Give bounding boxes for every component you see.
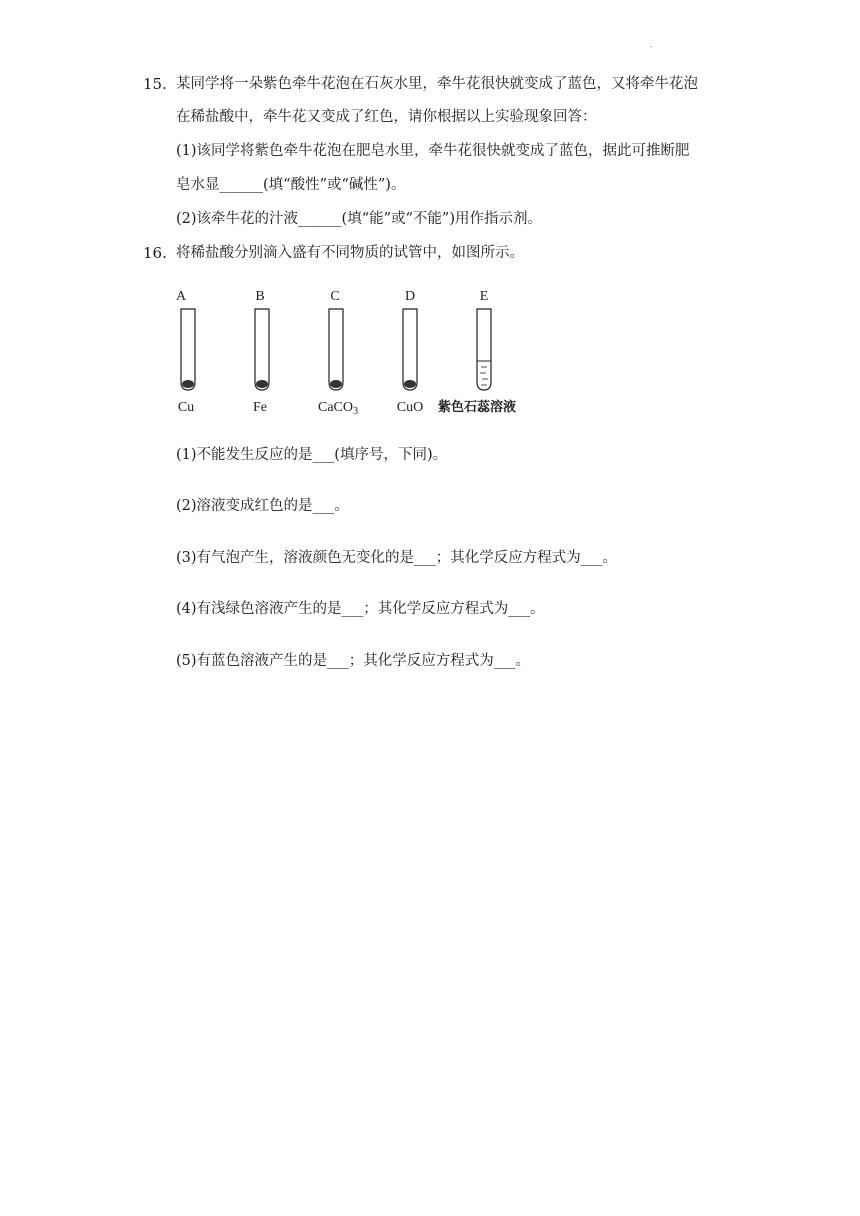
question-15-stem-line-1: 某同学将一朵紫色牵牛花泡在石灰水里，牵牛花很快就变成了蓝色，又将牵牛花泡 xyxy=(176,76,698,92)
test-tube-d xyxy=(403,309,417,390)
substance-label-litmus: 紫色石蕊溶液 xyxy=(438,400,517,415)
question-15-number: 15. xyxy=(143,75,167,93)
substance-label-cu: Cu xyxy=(177,400,195,415)
question-16-part-4: (4)有浅绿色溶液产生的是___；其化学反应方程式为___。 xyxy=(176,601,545,617)
tube-letter-e: E xyxy=(479,289,489,304)
question-16-stem: 将稀盐酸分别滴入盛有不同物质的试管中，如图所示。 xyxy=(176,245,524,261)
test-tube-a xyxy=(181,309,195,390)
solid-sample-a xyxy=(182,380,194,388)
solid-sample-d xyxy=(404,380,416,388)
question-16-number: 16. xyxy=(143,244,167,262)
tube-letter-c: C xyxy=(330,289,340,304)
question-15-part-1-line-1: (1)该同学将紫色牵牛花泡在肥皂水里，牵牛花很快就变成了蓝色，据此可推断肥 xyxy=(176,143,690,159)
liquid-level-e xyxy=(477,361,491,385)
test-tube-b xyxy=(255,309,269,390)
test-tube-e xyxy=(477,309,491,390)
test-tube-c xyxy=(329,309,343,390)
test-tube-figure xyxy=(168,282,548,422)
question-15-part-2: (2)该牵牛花的汁液______(填“能”或“不能”)用作指示剂。 xyxy=(176,211,543,227)
substance-label-cuo: CuO xyxy=(396,400,424,415)
page-marker: . xyxy=(650,40,653,49)
question-15-part-1-line-2: 皂水显______(填“酸性”或“碱性”)。 xyxy=(176,177,406,193)
solid-sample-c xyxy=(330,380,342,388)
question-16-part-3: (3)有气泡产生，溶液颜色无变化的是___；其化学反应方程式为___。 xyxy=(176,550,618,566)
tube-letter-a: A xyxy=(175,289,187,304)
tube-letter-d: D xyxy=(404,289,416,304)
solid-sample-b xyxy=(256,380,268,388)
question-15-stem-line-2: 在稀盐酸中，牵牛花又变成了红色，请你根据以上实验现象回答： xyxy=(176,109,597,125)
substance-label-caco3: CaCO$_3$ xyxy=(318,400,358,417)
tube-letter-b: B xyxy=(255,289,265,304)
substance-label-fe: Fe xyxy=(253,400,267,415)
question-16-part-5: (5)有蓝色溶液产生的是___；其化学反应方程式为___。 xyxy=(176,653,531,669)
question-16-part-2: (2)溶液变成红色的是___。 xyxy=(176,498,349,514)
question-16-part-1: (1)不能发生反应的是___(填序号，下同)。 xyxy=(176,447,448,463)
